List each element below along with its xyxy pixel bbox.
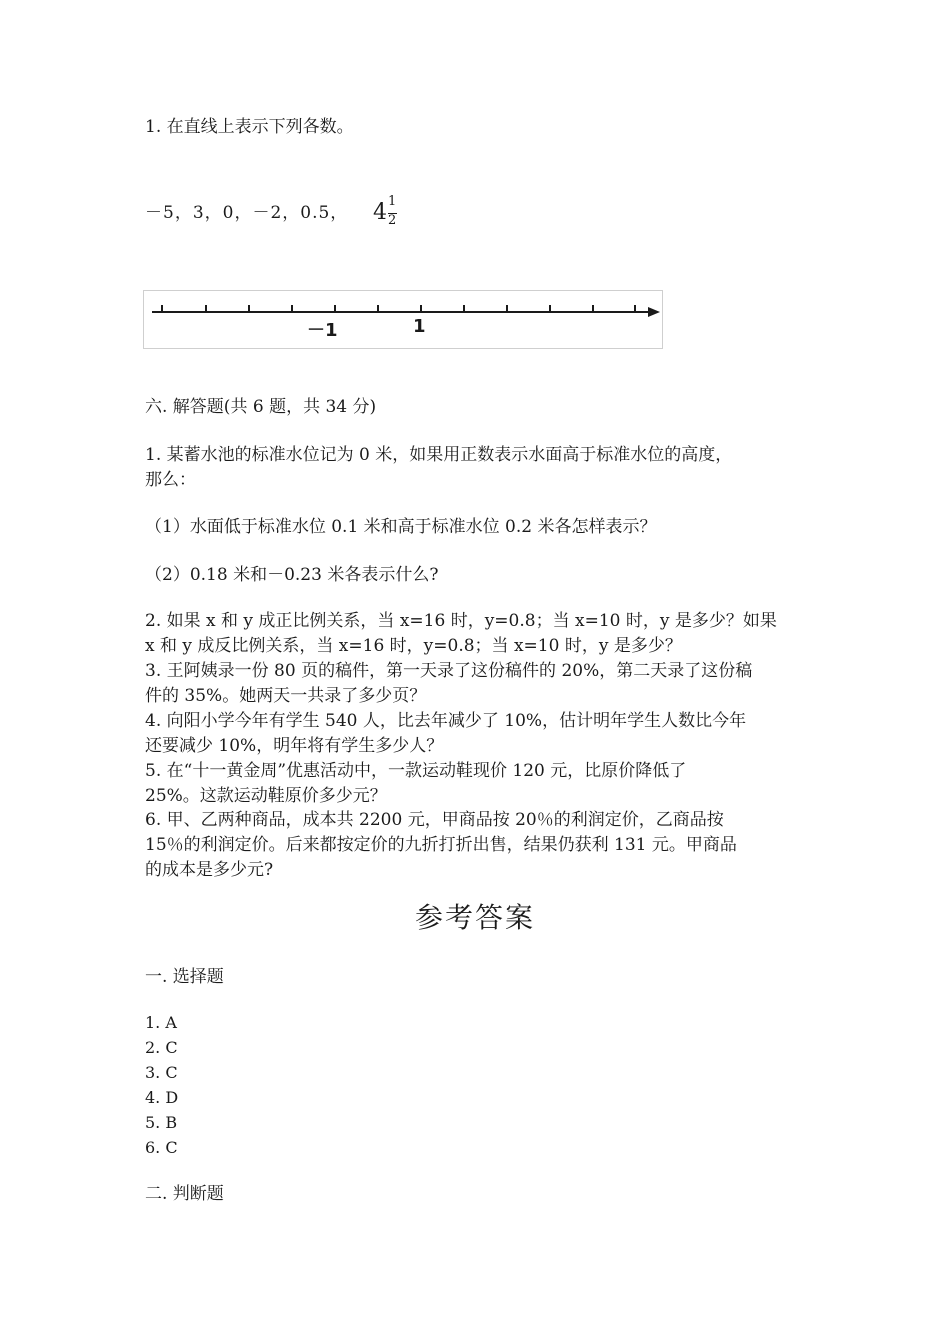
answers-title: 参考答案	[414, 901, 535, 934]
answer-item: 5. B	[145, 1113, 178, 1132]
problem-2-line-2: x 和 y 成反比例关系，当 x=16 时，y=0.8；当 x=10 时，y 是多少？	[145, 636, 682, 656]
number-line-figure	[143, 290, 663, 349]
answer-item: 6. C	[145, 1138, 178, 1157]
question-title: 1. 在直线上表示下列各数。	[145, 117, 354, 137]
problem-1-sub-1: （1）水面低于标准水位 0.1 米和高于标准水位 0.2 米各怎样表示？	[145, 517, 657, 537]
problem-1-line-1: 1. 某蓄水池的标准水位记为 0 米，如果用正数表示水面高于标准水位的高度，	[145, 445, 733, 465]
number-line-label-neg: －1	[307, 320, 338, 341]
answers-section-1-title: 一. 选择题	[145, 967, 224, 987]
arrow-head-icon	[648, 307, 660, 317]
problem-1-sub-2: （2）0.18 米和－0.23 米各表示什么?	[145, 565, 439, 585]
problem-5-line-1: 5. 在“十一黄金周”优惠活动中，一款运动鞋现价 120 元，比原价降低了	[145, 761, 687, 781]
answer-item: 3. C	[145, 1063, 178, 1082]
section-title: 六. 解答题(共 6 题，共 34 分)	[145, 397, 377, 417]
fraction-whole: 4	[373, 200, 387, 225]
number-line-label-pos: 1	[413, 316, 426, 337]
mixed-fraction	[373, 196, 403, 236]
fraction-numerator: 1	[388, 194, 397, 209]
fraction-denominator: 2	[388, 213, 397, 228]
problem-1-line-2: 那么：	[145, 470, 196, 490]
problem-2-line-1: 2. 如果 x 和 y 成正比例关系，当 x=16 时，y=0.8；当 x=10 时，y 是多少？如果	[145, 611, 777, 631]
problem-3-line-1: 3. 王阿姨录一份 80 页的稿件，第一天录了这份稿件的 20%，第二天录了这份稿	[145, 661, 753, 681]
problem-6-line-1: 6. 甲、乙两种商品，成本共 2200 元，甲商品按 20％的利润定价，乙商品按	[145, 810, 724, 830]
problem-5-line-2: 25%。这款运动鞋原价多少元？	[145, 786, 387, 806]
number-line-ticks	[162, 305, 635, 312]
problem-4-line-1: 4. 向阳小学今年有学生 540 人，比去年减少了 10%，估计明年学生人数比今年	[145, 711, 747, 731]
answer-item: 4. D	[145, 1088, 179, 1107]
problem-4-line-2: 还要减少 10%，明年将有学生多少人？	[145, 736, 444, 756]
problem-6-line-2: 15％的利润定价。后来都按定价的九折打折出售，结果仍获利 131 元。甲商品	[145, 835, 737, 855]
answer-item: 1. A	[145, 1013, 177, 1032]
problem-6-line-3: 的成本是多少元?	[145, 860, 274, 880]
number-line-svg	[144, 291, 662, 348]
problem-3-line-2: 件的 35%。她两天一共录了多少页？	[145, 686, 427, 706]
number-list: －5，3，0，－2，0.5，	[145, 203, 349, 223]
answer-item: 2. C	[145, 1038, 178, 1057]
answers-section-2-title: 二. 判断题	[145, 1184, 224, 1204]
